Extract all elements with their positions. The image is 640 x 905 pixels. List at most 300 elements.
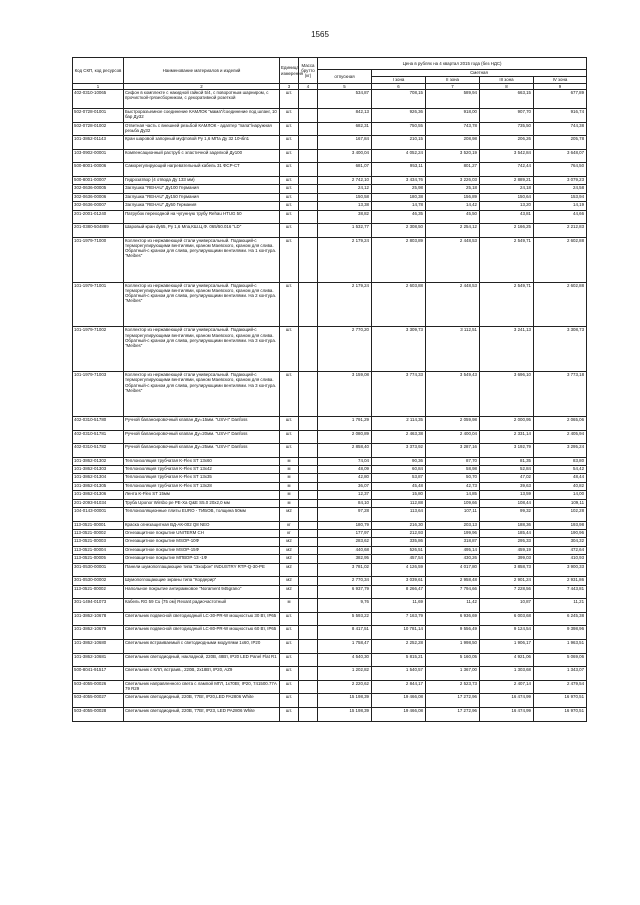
price-cell: 14,00 [534,491,587,499]
material-name-cell: Светильник светодиодный, накладной, 220В, 48Вт, IP20 LED Panel Flat R1 [124,653,280,667]
table-row [73,508,587,522]
price-cell: 206,26 [480,136,534,150]
price-cell: 1 343,07 [534,667,587,681]
price-cell: 2 252,28 [372,639,426,653]
price-cell: 16 474,99 [480,694,534,708]
price-cell: 156,89 [426,193,480,201]
resource-code-cell: 101-1979-71003 [73,372,124,417]
price-cell: 1 540,57 [372,667,426,681]
price-cell: 216,30 [372,521,426,529]
column-number: 3 [280,84,299,90]
resource-code-cell: 101-1979-71001 [73,282,124,327]
price-cell: 14,19 [534,202,587,210]
unit-cell: шт. [280,224,299,238]
table-row [73,185,587,193]
price-cell: 54,42 [534,466,587,474]
price-cell: 916,74 [534,109,587,123]
price-cell: 87,70 [426,457,480,465]
resource-code-cell: 101-3862-01306 [73,491,124,499]
mass-cell [299,193,318,201]
price-cell: 3 400,04 [318,149,372,163]
price-cell: 3 542,84 [480,149,534,163]
price-cell: 42,80 [318,474,372,482]
price-cell: 81,35 [480,457,534,465]
price-cell: 335,86 [372,538,426,546]
table-row [73,237,587,282]
price-cell: 1 303,68 [480,667,534,681]
table-row [73,612,587,626]
price-cell: 3 192,79 [480,444,534,458]
zone3-header: III зона [480,77,534,84]
table-row [73,163,587,177]
price-cell: 11,21 [534,599,587,613]
price-cell: 2 931,86 [534,577,587,585]
price-cell: 682,31 [318,122,372,136]
price-cell: 3 549,43 [426,372,480,417]
mass-cell [299,416,318,430]
price-cell: 180,79 [318,521,372,529]
mass-cell [299,109,318,123]
price-cell: 97,28 [318,508,372,522]
price-cell: 17 272,96 [426,707,480,721]
column-number: 9 [534,84,587,90]
mass-cell [299,499,318,507]
material-name-cell: Светильник светодиодный, 220В, 77Вт, IP20,LED PA2806 White [124,694,280,708]
mass-cell [299,163,318,177]
table-row [73,530,587,538]
resource-code-cell: 500-8001-00007 [73,176,124,184]
material-name-cell: Ответная часть с внешней резьбой КАМЛОК - адаптер "папа"/наружная резьба Ду32 [124,122,280,136]
price-cell: 60,84 [372,466,426,474]
resource-code-cell: 113-0521-00001 [73,521,124,529]
price-cell: 2 254,12 [426,224,480,238]
price-cell: 1 963,51 [534,639,587,653]
table-row [73,224,587,238]
price-cell: 3 079,23 [534,176,587,184]
price-cell: 38,82 [318,210,372,224]
resource-code-cell: 402-0310-51781 [73,430,124,444]
material-name-cell: Труба Uponor Wirsbo pe PE-Xa Q&E S5.0 20x2,0 мм [124,499,280,507]
price-cell: 1 532,77 [318,224,372,238]
price-cell: 4 921,06 [480,653,534,667]
table-header [73,58,587,90]
mass-cell [299,122,318,136]
unit-cell: м [280,491,299,499]
price-cell: 410,93 [534,555,587,563]
price-cell: 16 970,51 [534,694,587,708]
price-cell: 13,59 [480,491,534,499]
unit-cell: шт. [280,163,299,177]
resource-code-cell: 503-4055-00027 [73,694,124,708]
table-row [73,210,587,224]
mass-cell [299,612,318,626]
mass-cell [299,639,318,653]
price-cell: 589,94 [426,90,480,109]
unit-cell: м2 [280,555,299,563]
price-cell: 180,38 [372,193,426,201]
resource-code-cell: 101-3862-01304 [73,474,124,482]
price-cell: 7 794,66 [426,585,480,599]
price-cell: 113,64 [372,508,426,522]
material-name-cell: Панели шумопоглащающие типа "Эхофон" INDUSTRY RTP-Q-30-PE [124,563,280,577]
price-cell: 3 373,92 [372,444,426,458]
material-name-cell: Заглушка "REHAU" Ду50 Германия [124,202,280,210]
unit-cell: шт. [280,680,299,694]
price-cell: 750,55 [372,122,426,136]
resource-code-cell: 113-0521-00002 [73,585,124,599]
price-cell: 13,20 [480,202,534,210]
unit-cell: шт. [280,667,299,681]
material-name-cell: Напольное покрытие антирамковое "Norament 945grano" [124,585,280,599]
table-row [73,416,587,430]
price-cell: 24,58 [534,185,587,193]
resource-code-cell: 101-3862-01302 [73,457,124,465]
price-cell: 3 295,24 [534,444,587,458]
table-body [73,90,587,721]
unit-cell: м2 [280,563,299,577]
price-cell: 24,12 [318,185,372,193]
price-cell: 4 052,24 [372,149,426,163]
price-cell: 2 179,24 [318,237,372,282]
resource-code-cell: 113-0521-00005 [73,555,124,563]
mass-cell [299,626,318,640]
price-cell: 39,63 [480,482,534,490]
unit-cell: м2 [280,577,299,585]
price-cell: 3 520,19 [426,149,480,163]
price-cell: 6 245,38 [534,612,587,626]
price-cell: 5 815,21 [372,653,426,667]
price-cell: 459,19 [480,546,534,554]
price-cell: 2 603,88 [372,282,426,327]
price-cell: 744,38 [534,122,587,136]
price-cell: 2 407,14 [480,680,534,694]
price-cell: 399,03 [480,555,534,563]
resource-code-cell: 101-3862-01305 [73,482,124,490]
price-table [72,57,587,722]
resource-code-cell: 101-3862-10681 [73,653,124,667]
resource-code-cell: 301-1494-01073 [73,599,124,613]
resource-code-cell: 101-3862-10680 [73,639,124,653]
price-cell: 907,70 [480,109,534,123]
price-cell: 3 774,33 [372,372,426,417]
table-row [73,176,587,184]
material-name-cell: Быстроразъемное соединение КАМЛОК "мама"/соединение под шланг, 10 бар Ду32 [124,109,280,123]
price-cell: 2 220,62 [318,680,372,694]
price-cell: 681,07 [318,163,372,177]
price-cell: 3 308,73 [534,327,587,372]
table-row [73,149,587,163]
price-cell: 708,15 [372,90,426,109]
price-cell: 15,80 [372,491,426,499]
resource-code-cell: 101-3862-10679 [73,626,124,640]
material-name-cell: Теплоизоляция трубчатая K-Flex ST 13x60 [124,457,280,465]
price-cell: 9,76 [318,599,372,613]
unit-cell: шт. [280,282,299,327]
price-cell: 14,42 [426,202,480,210]
material-name-cell: Ручной балансировочный клапан Ду=15мм. "USV-I" Danfoss [124,416,280,430]
material-name-cell: Огнезащитное покрытие UNITERM CH [124,530,280,538]
price-cell: 25,98 [372,185,426,193]
zone1-header: I зона [372,77,426,84]
price-cell: 4 126,59 [372,563,426,577]
price-cell: 926,36 [372,109,426,123]
price-cell: 430,26 [426,555,480,563]
resource-code-cell: 502-0728-01001 [73,109,124,123]
price-cell: 50,70 [426,474,480,482]
table-row [73,202,587,210]
price-cell: 2 448,53 [426,237,480,282]
resource-code-cell: 402-0310-10065 [73,90,124,109]
resource-code-cell: 113-0521-00003 [73,538,124,546]
price-cell: 15 198,39 [318,694,372,708]
col-code-header: Код СКП, код ресурсов [73,58,124,84]
material-name-cell: Ручной балансировочный клапан Ду=20мм. "USV-I" Danfoss [124,430,280,444]
price-cell: 472,64 [534,546,587,554]
resource-code-cell: 101-1979-71000 [73,237,124,282]
material-name-cell: Теплоизоляция трубчатая K-Flex ST 13x35 [124,474,280,482]
price-cell: 112,88 [372,499,426,507]
mass-cell [299,546,318,554]
material-name-cell: Огнезащитное покрытие MSOP-10Ф [124,538,280,546]
price-cell: 109,11 [534,499,587,507]
price-cell: 25,18 [426,185,480,193]
unit-cell: шт. [280,185,299,193]
unit-cell: м [280,466,299,474]
price-cell: 9 124,54 [480,626,534,640]
mass-cell [299,176,318,184]
resource-code-cell: 201-0380-504889 [73,224,124,238]
price-cell: 2 400,04 [426,430,480,444]
price-cell: 36,07 [318,482,372,490]
price-cell: 6 936,69 [426,612,480,626]
price-cell: 188,36 [480,521,534,529]
price-cell: 167,84 [318,136,372,150]
material-name-cell: Компенсационный раструб с эластичной заделкой Ду100 [124,149,280,163]
mass-cell [299,707,318,721]
material-name-cell: Огнезащитное покрытие MПВОР-13 -1Ф [124,555,280,563]
unit-cell: шт. [280,639,299,653]
unit-cell: шт. [280,444,299,458]
price-cell: 3 900,33 [534,563,587,577]
price-cell: 2 179,24 [318,282,372,327]
price-cell: 2 602,88 [534,237,587,282]
price-cell: 2 901,24 [480,577,534,585]
price-cell: 1 998,50 [426,639,480,653]
price-cell: 4 017,80 [426,563,480,577]
price-cell: 5 069,06 [534,653,587,667]
price-cell: 2 889,21 [480,176,534,184]
price-cell: 45,50 [426,210,480,224]
resource-code-cell: 402-0310-51782 [73,444,124,458]
col-name-header: Наименование материалов и изделий [124,58,280,84]
unit-cell: шт. [280,149,299,163]
table-row [73,538,587,546]
price-cell: 7 163,79 [372,612,426,626]
price-cell: 2 166,25 [480,224,534,238]
price-cell: 7 443,81 [534,585,587,599]
mass-cell [299,372,318,417]
material-name-cell: Лента K-Flex ST 15мм [124,491,280,499]
price-cell: 3 434,76 [372,176,426,184]
material-name-cell: Шумопоглощающие экраны типа "Кордерир" [124,577,280,585]
price-cell: 3 159,08 [318,372,372,417]
price-cell: 7 228,56 [480,585,534,599]
resource-code-cell: 302-0636-00006 [73,193,124,201]
table-row [73,327,587,372]
price-cell: 2 308,50 [372,224,426,238]
column-number: 1 [73,84,124,90]
price-cell: 52,84 [480,466,534,474]
col-unit-header: Единица измерения [280,58,299,84]
unit-cell: шт. [280,122,299,136]
table-row [73,667,587,681]
price-cell: 11,69 [372,599,426,613]
price-cell: 48,09 [318,466,372,474]
table-row [73,599,587,613]
price-cell: 53,87 [372,474,426,482]
release-price-header: отпускная [318,70,372,84]
unit-cell: шт. [280,193,299,201]
material-name-cell: Сифон в комплекте с накидной гайкой 5/4, с поворотным шарниром, с прочисткой-грязесборником, с декоративной розеткой [124,90,280,109]
price-cell: 440,68 [318,546,372,554]
price-cell: 2 602,88 [534,282,587,327]
price-cell: 2 059,98 [426,416,480,430]
table-row [73,372,587,417]
material-name-cell: Кабель RG 59 Cu (75 ом) Rexant радиочастотный [124,599,280,613]
table-row [73,136,587,150]
mass-cell [299,538,318,546]
mass-cell [299,599,318,613]
table-row [73,444,587,458]
column-number: 4 [299,84,318,90]
material-name-cell: Светильник направленного света с лампой МГЛ, 1x70Вт, IP20, 741500.77А 79 R29 [124,680,280,694]
resource-code-cell: 302-0636-00007 [73,202,124,210]
resource-code-cell: 402-0310-51780 [73,416,124,430]
price-cell: 2 858,40 [318,444,372,458]
resource-code-cell: 113-0521-00002 [73,530,124,538]
price-cell: 526,51 [372,546,426,554]
price-cell: 107,11 [426,508,480,522]
price-cell: 8 266,47 [372,585,426,599]
unit-cell: шт. [280,109,299,123]
price-cell: 19 466,08 [372,707,426,721]
price-cell: 2 803,89 [372,237,426,282]
price-cell: 15 198,39 [318,707,372,721]
column-number: 7 [426,84,480,90]
mass-cell [299,585,318,599]
material-name-cell: Теплоизоляция трубчатая K-Flex ST 13x28 [124,482,280,490]
price-cell: 663,15 [480,90,534,109]
table-row [73,563,587,577]
price-cell: 205,78 [534,136,587,150]
table-row [73,491,587,499]
price-cell: 6 937,79 [318,585,372,599]
estimated-price-header: Сметная [372,70,587,77]
unit-cell: м [280,457,299,465]
price-cell: 1 367,00 [426,667,480,681]
price-cell: 12,37 [318,491,372,499]
price-cell: 74,04 [318,457,372,465]
material-name-cell: Светильник светодиодный, 220В, 77Вт, IP23, LED PA2806 White [124,707,280,721]
price-cell: 3 773,18 [534,372,587,417]
price-cell: 14,85 [426,491,480,499]
price-cell: 13,38 [318,202,372,210]
material-name-cell: Ручной балансировочный клапан Ду=25мм. "USV-I" Danfoss [124,444,280,458]
resource-code-cell: 500-8001-00006 [73,163,124,177]
resource-code-cell: 301-0530-00001 [73,563,124,577]
mass-cell [299,282,318,327]
resource-code-cell: 101-3862-10678 [73,612,124,626]
price-title-header: Цена в рублях на 4 квартал 2015 года (без НДС) [318,58,587,70]
unit-cell: м [280,474,299,482]
unit-cell: шт. [280,653,299,667]
price-cell: 918,00 [426,109,480,123]
price-cell: 10 781,14 [372,626,426,640]
unit-cell: м [280,499,299,507]
mass-cell [299,457,318,465]
unit-cell: шт. [280,612,299,626]
resource-code-cell: 104-0143-00001 [73,508,124,522]
price-cell: 47,02 [480,474,534,482]
price-cell: 1 791,29 [318,416,372,430]
price-cell: 83,80 [534,457,587,465]
price-cell: 2 000,95 [480,416,534,430]
table-row [73,555,587,563]
price-cell: 2 549,71 [480,237,534,282]
table-row [73,90,587,109]
table-row [73,474,587,482]
mass-cell [299,680,318,694]
unit-cell: шт. [280,237,299,282]
price-cell: 2 065,06 [534,416,587,430]
price-cell: 1 758,47 [318,639,372,653]
price-cell: 210,15 [372,136,426,150]
price-cell: 2 114,35 [372,416,426,430]
material-name-cell: Краска огнезащитная ВД-АК-002 Q8 NEO [124,521,280,529]
mass-cell [299,466,318,474]
column-number: 6 [372,84,426,90]
price-cell: 102,28 [534,508,587,522]
price-cell: 2 448,53 [426,282,480,327]
zone2-header: II зона [426,77,480,84]
table-row [73,585,587,599]
resource-code-cell: 101-1979-71002 [73,327,124,372]
page-number: 1565 [311,30,329,39]
unit-cell: шт. [280,90,299,109]
material-name-cell: Светильник с КЛЛ, встраив., 220В, 2x18Вт, IP20, AZ9 [124,667,280,681]
price-cell: 1 202,82 [318,667,372,681]
price-cell: 6 003,68 [480,612,534,626]
price-cell: 185,44 [480,530,534,538]
table-row [73,282,587,327]
price-cell: 3 309,73 [372,327,426,372]
price-cell: 212,93 [372,530,426,538]
unit-cell: шт. [280,327,299,372]
mass-cell [299,555,318,563]
price-cell: 177,97 [318,530,372,538]
price-cell: 99,32 [480,508,534,522]
table-row [73,482,587,490]
unit-cell: шт. [280,176,299,184]
price-cell: 3 226,03 [426,176,480,184]
mass-cell [299,237,318,282]
price-cell: 2 463,38 [372,430,426,444]
unit-cell: м2 [280,585,299,599]
mass-cell [299,577,318,585]
table-row [73,430,587,444]
price-cell: 3 039,61 [372,577,426,585]
price-cell: 2 212,83 [534,224,587,238]
